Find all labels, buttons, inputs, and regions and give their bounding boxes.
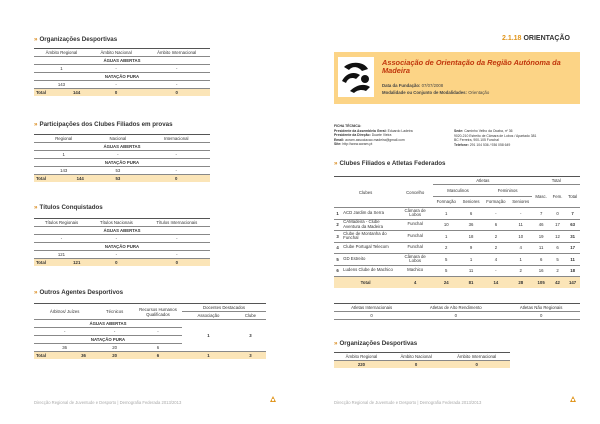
cell: 10 xyxy=(509,231,533,243)
chapter-tag xyxy=(502,35,570,42)
cell: 1 xyxy=(459,254,483,266)
col-header: Títulos Regionais xyxy=(34,219,89,227)
page-footer-right: Direcção Regional de Juventude e Desporto | Demografia Federada 2013/2013 xyxy=(334,400,482,405)
association-logo-icon xyxy=(338,57,374,97)
col-header: Total xyxy=(532,177,580,185)
cell: 6 xyxy=(134,344,182,352)
col-header: Nacional xyxy=(93,135,142,143)
cell: - xyxy=(143,81,210,89)
association-name: Associação de Orientação da Região Autónoma da Madeira xyxy=(382,58,561,75)
cell: - xyxy=(144,235,210,243)
field-value: Eduardo Ladeira xyxy=(387,128,413,133)
field-label: Email: xyxy=(334,137,345,142)
cell: 16 xyxy=(532,265,549,277)
col-header: Âmbito Regional xyxy=(34,49,89,57)
site-link[interactable]: http://www.aoram.pt xyxy=(342,142,373,147)
cell: 1 xyxy=(34,65,89,73)
chapter-label: ORIENTAÇÃO xyxy=(523,35,570,42)
col-header: Âmbito Internacional xyxy=(143,49,210,57)
cell: 36 xyxy=(459,219,483,231)
cell: 31 xyxy=(565,231,580,243)
cell: 1 xyxy=(34,151,93,159)
cell: GD Estreito xyxy=(341,254,397,266)
cell: 2 xyxy=(433,242,459,254)
col-header: Internacional xyxy=(142,135,210,143)
cell: Machico xyxy=(397,265,433,277)
col-header: Âmbito Internacional xyxy=(443,353,510,361)
col-header: Atletas xyxy=(433,177,532,185)
total-label: Total xyxy=(34,259,65,267)
cell: 2 xyxy=(334,219,341,231)
col-header: Âmbito Regional xyxy=(334,353,389,361)
col-header: Seniores xyxy=(459,196,483,208)
field-label: Site: xyxy=(334,142,342,147)
cell: Clube Portugal Telecom xyxy=(341,242,397,254)
field-label: Presidente da Assembleia Geral: xyxy=(334,128,387,133)
subheader: NATAÇÃO PURA xyxy=(34,336,182,344)
cell: 53 xyxy=(93,175,142,183)
cell: 0 xyxy=(334,312,409,320)
table-row xyxy=(334,265,580,277)
cell: 63 xyxy=(565,219,580,231)
subheader: ÁGUAS ABERTAS xyxy=(34,227,210,235)
table-organizacoes-right xyxy=(334,352,510,368)
cell: Funchal xyxy=(397,219,433,231)
cell: 6 xyxy=(550,242,565,254)
col-header: Femininos xyxy=(483,185,533,197)
col-header: Masculinos xyxy=(433,185,483,197)
foundation-label: Data da Fundação: xyxy=(382,83,421,88)
cell: 0 xyxy=(550,208,565,220)
section-title-text: Organizações Desportivas xyxy=(339,340,418,347)
cell: 121 xyxy=(34,251,89,259)
cell: 18 xyxy=(565,265,580,277)
cell: Câmara de Lobos xyxy=(397,254,433,266)
cell: 17 xyxy=(565,242,580,254)
cell: 20 xyxy=(95,344,134,352)
cell: 0 xyxy=(443,361,510,369)
cell: 0 xyxy=(502,312,580,320)
cell: 0 xyxy=(389,361,443,369)
field-label: Presidente da Direção: xyxy=(334,133,371,138)
cell: 46 xyxy=(532,219,549,231)
section-title-participacoes: » Participações dos Clubes Filiados em provas xyxy=(34,121,173,128)
cell: 81 xyxy=(459,277,483,288)
cell: 220 xyxy=(334,361,389,369)
page-footer-left: Direcção Regional de Juventude e Desporto | Demografia Federada 2013/2013 xyxy=(34,400,182,405)
orientation-logo-icon xyxy=(268,394,278,404)
cell: 3 xyxy=(235,352,266,360)
cell: 0 xyxy=(89,89,143,97)
cell: 0 xyxy=(143,89,210,97)
section-title-text: Clubes Filiados e Atletas Federados xyxy=(339,160,446,167)
cell: 10 xyxy=(433,219,459,231)
cell: 17 xyxy=(550,219,565,231)
cell: Câmara de Lobos xyxy=(397,208,433,220)
cell: 1 xyxy=(433,231,459,243)
cell: 5 xyxy=(433,265,459,277)
section-title-text: Organizações Desportivas xyxy=(39,36,118,43)
modality-value: Orientação xyxy=(468,90,490,95)
subheader: NATAÇÃO PURA xyxy=(34,73,210,81)
cell: 144 xyxy=(64,89,88,97)
col-header: Árbitros/ Juízes xyxy=(34,304,95,320)
col-header: Masc. xyxy=(532,185,549,208)
cell: 2 xyxy=(509,265,533,277)
cell: 1 xyxy=(182,320,235,352)
cell: 24 xyxy=(433,277,459,288)
col-header: Docentes Destacados xyxy=(182,304,266,312)
col-header: Seniores xyxy=(509,196,533,208)
col-header: Atletas de Alto Rendimento xyxy=(409,304,502,312)
cell: 105 xyxy=(532,277,549,288)
cell: - xyxy=(483,208,509,220)
section-title-clubes: » Clubes Filiados e Atletas Federados xyxy=(334,160,446,167)
cell: - xyxy=(89,81,143,89)
table-atletas-especiais xyxy=(334,303,580,320)
cell: 1 xyxy=(433,208,459,220)
cell: 5 xyxy=(550,254,565,266)
table-row xyxy=(334,219,580,231)
cell: 6 xyxy=(483,219,509,231)
section-title-text: Outros Agentes Desportivos xyxy=(39,289,124,296)
cell: CAMadeira - Clube Aventura da Madeira xyxy=(341,219,397,231)
col-header: Associação xyxy=(182,312,235,320)
cell: 1 xyxy=(182,352,235,360)
cell: - xyxy=(483,265,509,277)
field-value: 291 104 536 / 936 058 649 xyxy=(469,142,511,147)
cell: 20 xyxy=(95,352,134,360)
cell: 6 xyxy=(134,352,182,360)
cell: 121 xyxy=(65,259,89,267)
col-header: Concelho xyxy=(397,177,433,208)
table-clubes-atletas xyxy=(334,176,580,288)
cell: Funchal xyxy=(397,231,433,243)
modality xyxy=(382,90,489,95)
cell: 36 xyxy=(72,352,96,360)
subheader: NATAÇÃO PURA xyxy=(34,159,210,167)
subheader: ÁGUAS ABERTAS xyxy=(34,143,210,151)
col-header: Recursos Humanos Qualificados xyxy=(134,304,182,320)
cell: 144 xyxy=(67,175,93,183)
cell: - xyxy=(95,328,134,336)
col-header: Formação xyxy=(433,196,459,208)
total-label: Total xyxy=(34,175,67,183)
tech-sheet-right xyxy=(454,129,584,147)
cell: 1 xyxy=(509,254,533,266)
subheader: ÁGUAS ABERTAS xyxy=(34,57,210,65)
col-header: Clubes xyxy=(334,177,397,208)
cell: - xyxy=(144,251,210,259)
table-row xyxy=(334,254,580,266)
cell: 9 xyxy=(459,242,483,254)
section-title-text: Títulos Conquistados xyxy=(39,204,103,211)
cell: 2 xyxy=(483,242,509,254)
foundation-value: 07/07/2008 xyxy=(421,83,444,88)
col-header: Títulos Internacionais xyxy=(144,219,210,227)
total-label: Total xyxy=(34,89,64,97)
cell: - xyxy=(34,235,89,243)
association-banner xyxy=(334,52,580,104)
total-label: Total xyxy=(334,277,397,288)
table-titulos xyxy=(34,218,210,266)
cell: Funchal xyxy=(397,242,433,254)
cell: - xyxy=(142,151,210,159)
table-row xyxy=(334,242,580,254)
cell: - xyxy=(89,65,143,73)
cell: 1 xyxy=(334,208,341,220)
cell: 6 xyxy=(459,208,483,220)
field-value: Duarte Vieira xyxy=(371,133,392,138)
cell: 5 xyxy=(334,254,341,266)
table-row xyxy=(334,231,580,243)
cell: 4 xyxy=(397,277,433,288)
col-header: Técnicos xyxy=(95,304,134,320)
cell: 2 xyxy=(550,265,565,277)
tech-sheet-title: FICHA TÉCNICA: xyxy=(334,124,362,128)
cell: 0 xyxy=(409,312,502,320)
chapter-number: 2.1.18 xyxy=(501,35,522,42)
table-organizacoes xyxy=(34,48,210,96)
cell: 36 xyxy=(34,344,95,352)
foundation-date xyxy=(382,83,443,88)
cell: 19 xyxy=(532,231,549,243)
cell: Ludens Clube de Machico xyxy=(341,265,397,277)
col-header: Títulos Nacionais xyxy=(89,219,144,227)
cell: - xyxy=(142,167,210,175)
col-header: Âmbito Nacional xyxy=(389,353,443,361)
cell: 7 xyxy=(565,208,580,220)
cell: 143 xyxy=(34,167,93,175)
cell: - xyxy=(509,208,533,220)
col-header: Total xyxy=(565,185,580,208)
field-value: 9020-210 Estreito de Câmara de Lobos / Apartado 381 xyxy=(454,133,537,138)
cell: 0 xyxy=(144,259,210,267)
cell: Clube de Montanha do Funchal xyxy=(341,231,397,243)
cell: 143 xyxy=(34,81,89,89)
total-label: Total xyxy=(34,352,72,360)
field-value: BC Ferreira, 900-105 Funchal xyxy=(454,138,499,143)
tech-sheet-left xyxy=(334,124,464,147)
cell: 11 xyxy=(509,219,533,231)
col-header: Clube xyxy=(235,312,266,320)
cell: 6 xyxy=(532,254,549,266)
cell: 4 xyxy=(483,254,509,266)
cell: 42 xyxy=(550,277,565,288)
col-header: Atletas Não Regionais xyxy=(502,304,580,312)
cell: 11 xyxy=(459,265,483,277)
orientation-logo-icon xyxy=(568,394,578,404)
cell: 18 xyxy=(459,231,483,243)
cell: 12 xyxy=(550,231,565,243)
cell: - xyxy=(34,328,95,336)
field-label: Telefone: xyxy=(454,142,469,147)
cell: - xyxy=(89,235,144,243)
cell: 28 xyxy=(509,277,533,288)
modality-label: Modalidade ou Conjunto de Modalidades: xyxy=(382,90,467,95)
col-header: Formação xyxy=(483,196,509,208)
cell: 147 xyxy=(565,277,580,288)
cell: 4 xyxy=(334,242,341,254)
section-title-organizacoes-right: » Organizações Desportivas xyxy=(334,340,418,347)
email-link[interactable]: aoram.associacao.madeira@gmail.com xyxy=(345,137,405,142)
cell: - xyxy=(143,65,210,73)
cell: 11 xyxy=(532,242,549,254)
section-title-outros-agentes: » Outros Agentes Desportivos xyxy=(34,289,124,296)
subheader: ÁGUAS ABERTAS xyxy=(34,320,182,328)
cell: - xyxy=(93,151,142,159)
cell: 5 xyxy=(433,254,459,266)
cell: 11 xyxy=(565,254,580,266)
cell: - xyxy=(89,251,144,259)
table-outros-agentes xyxy=(34,303,266,359)
col-header: Âmbito Nacional xyxy=(89,49,143,57)
field-value: Caminho Velho da Ocaba, nº 36 xyxy=(464,129,513,133)
cell: 3 xyxy=(334,231,341,243)
cell: 53 xyxy=(93,167,142,175)
cell: 14 xyxy=(483,277,509,288)
section-title-organizacoes: » Organizações Desportivas xyxy=(34,36,118,43)
section-title-titulos: » Títulos Conquistados xyxy=(34,204,103,211)
subheader: NATAÇÃO PURA xyxy=(34,243,210,251)
cell: 7 xyxy=(532,208,549,220)
cell: 3 xyxy=(235,320,266,352)
cell: 0 xyxy=(142,175,210,183)
cell: 0 xyxy=(89,259,144,267)
table-participacoes xyxy=(34,134,210,182)
col-header: Regional xyxy=(34,135,93,143)
section-title-text: Participações dos Clubes Filiados em provas xyxy=(39,121,173,128)
cell: - xyxy=(134,328,182,336)
cell: ACD Jardim da Serra xyxy=(341,208,397,220)
field-label: Sede: xyxy=(454,129,464,133)
cell: 6 xyxy=(334,265,341,277)
cell: 4 xyxy=(509,242,533,254)
table-row xyxy=(334,208,580,220)
col-header: Atletas Internacionais xyxy=(334,304,409,312)
col-header: Fem. xyxy=(550,185,565,208)
cell: 2 xyxy=(483,231,509,243)
